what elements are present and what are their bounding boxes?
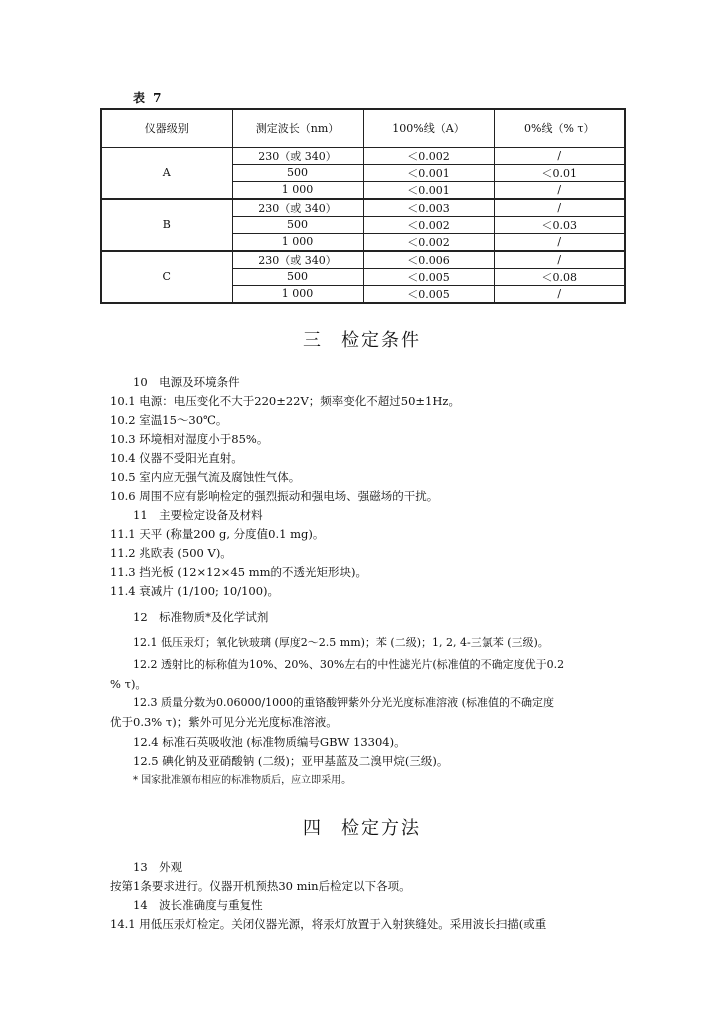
line0-cell: /: [494, 147, 625, 164]
line100-cell: ＜0.002: [363, 147, 494, 164]
line100-cell: ＜0.001: [363, 181, 494, 199]
line100-cell: ＜0.003: [363, 199, 494, 217]
clause-line: 10.3 环境相对湿度小于85%。: [110, 432, 269, 446]
wavelength-cell: 1 000: [232, 181, 363, 199]
clause-line: 按第1条要求进行。仪器开机预热30 min后检定以下各项。: [110, 879, 411, 893]
clause-line: 11.4 衰减片 (1/100; 10/100)。: [110, 584, 280, 598]
wavelength-cell: 500: [232, 268, 363, 285]
line100-cell: ＜0.002: [363, 233, 494, 251]
clause-line: 10.1 电源：电压变化不大于220±22V；频率变化不超过50±1Hz。: [110, 394, 460, 408]
clause-line: 优于0.3% τ)；紫外可见分光光度标准溶液。: [110, 715, 338, 729]
table-caption: 表 7: [133, 91, 164, 105]
wavelength-cell: 1 000: [232, 233, 363, 251]
clause-line: 12.5 碘化钠及亚硝酸钠 (二级)；亚甲基蓝及二溴甲烷(三级)。: [133, 754, 449, 768]
clause-line: 12.4 标准石英吸收池 (标准物质编号GBW 13304)。: [133, 735, 406, 749]
line0-cell: /: [494, 251, 625, 269]
clause-heading: 10 电源及环境条件: [133, 375, 240, 389]
wavelength-cell: 500: [232, 216, 363, 233]
clause-heading: 12 标准物质*及化学试剂: [133, 610, 269, 624]
table-row: [101, 251, 625, 269]
line100-cell: ＜0.001: [363, 164, 494, 181]
col-header-wavelength: 测定波长（nm）: [232, 109, 363, 147]
line100-cell: ＜0.006: [363, 251, 494, 269]
line0-cell: /: [494, 181, 625, 199]
section-3-number: 三: [303, 330, 323, 351]
clause-line: 10.2 室温15～30℃。: [110, 413, 228, 427]
line100-cell: ＜0.002: [363, 216, 494, 233]
line100-cell: ＜0.005: [363, 268, 494, 285]
footnote: * 国家批准颁布相应的标准物质后，应立即采用。: [133, 775, 352, 786]
clause-heading: 13 外观: [133, 860, 183, 874]
clause-line: 12.1 低压汞灯；氧化钬玻璃 (厚度2～2.5 mm)；苯 (二级)；1, 2, 4-三氯苯 (三级)。: [133, 636, 549, 649]
line0-cell: /: [494, 199, 625, 217]
col-header-level: 仪器级别: [101, 109, 232, 147]
section-3-title: 检定条件: [341, 330, 421, 351]
line0-cell: ＜0.03: [494, 216, 625, 233]
line0-cell: ＜0.08: [494, 268, 625, 285]
spec-table: [100, 108, 626, 304]
section-4-number: 四: [303, 818, 323, 839]
section-3-heading: [0, 326, 724, 352]
line0-cell: /: [494, 285, 625, 303]
clause-line: % τ)。: [110, 677, 147, 691]
level-cell: C: [101, 251, 232, 303]
col-header-0-line: 0%线（% τ）: [494, 109, 625, 147]
wavelength-cell: 230（或 340）: [232, 147, 363, 164]
clause-line: 10.5 室内应无强气流及腐蚀性气体。: [110, 470, 301, 484]
wavelength-cell: 230（或 340）: [232, 199, 363, 217]
wavelength-cell: 1 000: [232, 285, 363, 303]
wavelength-cell: 500: [232, 164, 363, 181]
line0-cell: /: [494, 233, 625, 251]
table-row: [101, 199, 625, 217]
section-4-title: 检定方法: [341, 818, 421, 839]
clause-line: 11.2 兆欧表 (500 V)。: [110, 546, 232, 560]
clause-heading: 14 波长准确度与重复性: [133, 898, 263, 912]
clause-heading: 11 主要检定设备及材料: [133, 508, 263, 522]
table-row: [101, 147, 625, 164]
level-cell: A: [101, 147, 232, 199]
table-header-row: [101, 109, 625, 147]
line0-cell: ＜0.01: [494, 164, 625, 181]
clause-line: 14.1 用低压汞灯检定。关闭仪器光源，将汞灯放置于入射狭缝处。采用波长扫描(或重: [110, 917, 547, 931]
line100-cell: ＜0.005: [363, 285, 494, 303]
clause-line: 11.1 天平 (称量200 g, 分度值0.1 mg)。: [110, 527, 325, 541]
col-header-100-line: 100%线（A）: [363, 109, 494, 147]
clause-line: 12.2 透射比的标称值为10%、20%、30%左右的中性滤光片(标准值的不确定度优于0.2: [133, 658, 565, 671]
wavelength-cell: 230（或 340）: [232, 251, 363, 269]
clause-line: 11.3 挡光板 (12×12×45 mm的不透光矩形块)。: [110, 565, 368, 579]
level-cell: B: [101, 199, 232, 251]
clause-line: 10.6 周围不应有影响检定的强烈振动和强电场、强磁场的干扰。: [110, 489, 439, 503]
clause-line: 12.3 质量分数为0.06000/1000的重铬酸钾紫外分光光度标准溶液 (标准值的不确定度: [133, 696, 554, 709]
section-4-heading: [0, 814, 724, 840]
clause-line: 10.4 仪器不受阳光直射。: [110, 451, 243, 465]
